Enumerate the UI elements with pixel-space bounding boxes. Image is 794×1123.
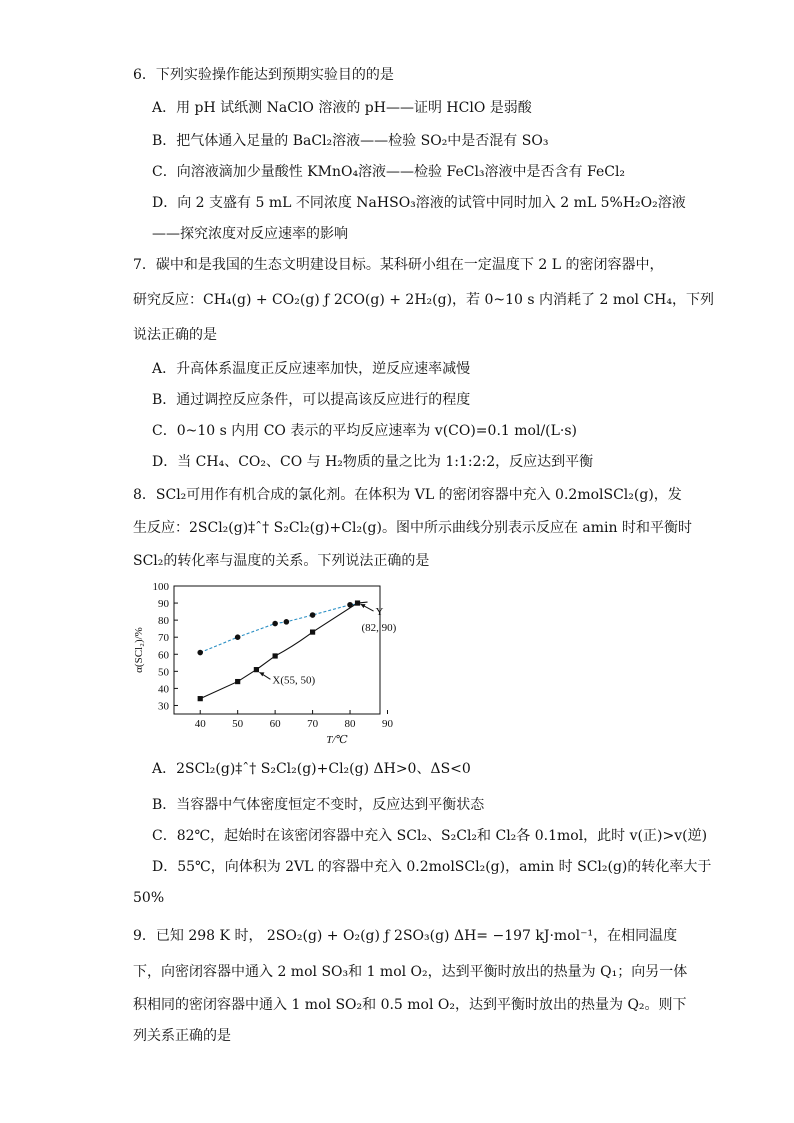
q9-stem-line-1: 9．已知 298 K 时， 2SO₂(g) + O₂(g) ƒ 2SO₃(g) ΔH= −197 kJ·mol⁻¹，在相同温度 bbox=[133, 928, 678, 944]
q8-option-b: B．当容器中气体密度恒定不变时，反应达到平衡状态 bbox=[152, 797, 485, 813]
q8-stem-line-1: 8．SCl₂可用作有机合成的氯化剂。在体积为 VL 的密闭容器中充入 0.2molSCl₂(g)，发 bbox=[133, 487, 682, 503]
q9-stem-line-4: 列关系正确的是 bbox=[133, 1028, 231, 1044]
q8-stem-line-2: 生反应：2SCl₂(g)‡ˆ† S₂Cl₂(g)+Cl₂(g)。图中所示曲线分别表示反应在 amin 时和平衡时 bbox=[133, 520, 692, 536]
q9-stem-line-2: 下，向密闭容器中通入 2 mol SO₃和 1 mol O₂，达到平衡时放出的热量为 Q₁；向另一体 bbox=[133, 964, 688, 980]
x-tick-label: 90 bbox=[381, 718, 393, 730]
q6-option-d-cont: ——探究浓度对反应速率的影响 bbox=[152, 226, 348, 242]
q8-stem-line-3: SCl₂的转化率与温度的关系。下列说法正确的是 bbox=[133, 553, 430, 569]
annotation-label-y: Y bbox=[375, 606, 384, 619]
q9-stem-line-3: 积相同的密闭容器中通入 1 mol SO₂和 0.5 mol O₂，达到平衡时放出的热量为 Q₂。则下 bbox=[133, 997, 687, 1013]
annotation-coord-y: (82, 90) bbox=[361, 622, 397, 635]
q6-stem: 6．下列实验操作能达到预期实验目的的是 bbox=[133, 67, 394, 83]
q8-option-a: A．2SCl₂(g)‡ˆ† S₂Cl₂(g)+Cl₂(g) ΔH>0、ΔS<0 bbox=[152, 761, 471, 777]
q7-option-a: A．升高体系温度正反应速率加快，逆反应速率减慢 bbox=[152, 361, 471, 377]
y-tick-label: 60 bbox=[158, 649, 169, 662]
q6-option-c: C．向溶液滴加少量酸性 KMnO₄溶液——检验 FeCl₃溶液中是否含有 FeCl₂ bbox=[152, 164, 626, 180]
annotation-arrowhead-x bbox=[259, 672, 264, 676]
y-tick-label: 50 bbox=[158, 666, 169, 679]
y-tick-label: 40 bbox=[158, 683, 169, 696]
q6-option-b: B．把气体通入足量的 BaCl₂溶液——检验 SO₂中是否混有 SO₃ bbox=[152, 133, 549, 149]
data-point-amin bbox=[355, 600, 360, 605]
q7-option-b: B．通过调控反应条件，可以提高该反应进行的程度 bbox=[152, 392, 471, 408]
data-point-equilibrium bbox=[197, 650, 203, 656]
y-tick-label: 100 bbox=[152, 581, 169, 593]
q6-option-d: D．向 2 支盛有 5 mL 不同浓度 NaHSO₃溶液的试管中同时加入 2 mL 5%H₂O₂溶液 bbox=[152, 195, 686, 211]
data-point-amin bbox=[310, 629, 315, 634]
conversion-chart bbox=[130, 578, 397, 748]
x-tick-label: 80 bbox=[344, 718, 356, 730]
data-point-equilibrium bbox=[235, 634, 241, 640]
q8-option-c: C．82℃，起始时在该密闭容器中充入 SCl₂、S₂Cl₂和 Cl₂各 0.1mol，此时 v(正)>v(逆) bbox=[152, 828, 708, 844]
x-tick-label: 70 bbox=[307, 718, 319, 730]
data-point-equilibrium bbox=[310, 612, 316, 618]
q8-option-d: D．55℃，向体积为 2VL 的容器中充入 0.2molSCl₂(g)，amin 时 SCl₂(g)的转化率大于 bbox=[152, 859, 712, 875]
q7-option-c: C．0~10 s 内用 CO 表示的平均反应速率为 v(CO)=0.1 mol/(L·s) bbox=[152, 423, 578, 439]
x-tick-label: 50 bbox=[232, 718, 244, 730]
q6-option-a: A．用 pH 试纸测 NaClO 溶液的 pH——证明 HClO 是弱酸 bbox=[152, 100, 532, 116]
y-tick-label: 90 bbox=[158, 598, 169, 611]
data-point-equilibrium bbox=[284, 619, 290, 625]
data-point-amin bbox=[198, 696, 203, 701]
data-point-amin bbox=[235, 679, 240, 684]
series-line-equilibrium bbox=[200, 604, 360, 653]
y-tick-label: 30 bbox=[158, 700, 169, 713]
y-tick-label: 80 bbox=[158, 615, 169, 628]
data-point-amin bbox=[273, 653, 278, 658]
x-tick-label: 40 bbox=[194, 718, 206, 730]
y-tick-label: 70 bbox=[158, 632, 169, 645]
annotation-label-x: X(55, 50) bbox=[272, 674, 316, 687]
data-point-amin bbox=[254, 667, 259, 672]
q7-stem-line-2: 研究反应：CH₄(g) + CO₂(g) ƒ 2CO(g) + 2H₂(g)，若 0~10 s 内消耗了 2 mol CH₄，下列 bbox=[133, 292, 715, 308]
q7-stem-line-3: 说法正确的是 bbox=[133, 327, 217, 343]
q7-option-d: D．当 CH₄、CO₂、CO 与 H₂物质的量之比为 1:1:2:2，反应达到平衡 bbox=[152, 454, 594, 470]
y-axis-label: α(SCl₂)/% bbox=[133, 627, 145, 673]
x-tick-label: 60 bbox=[269, 718, 281, 730]
x-axis-label: T/℃ bbox=[326, 734, 348, 746]
data-point-equilibrium bbox=[272, 621, 278, 627]
q8-option-d-cont: 50% bbox=[133, 890, 165, 906]
q7-stem-line-1: 7．碳中和是我国的生态文明建设目标。某科研小组在一定温度下 2 L 的密闭容器中， bbox=[133, 257, 664, 273]
